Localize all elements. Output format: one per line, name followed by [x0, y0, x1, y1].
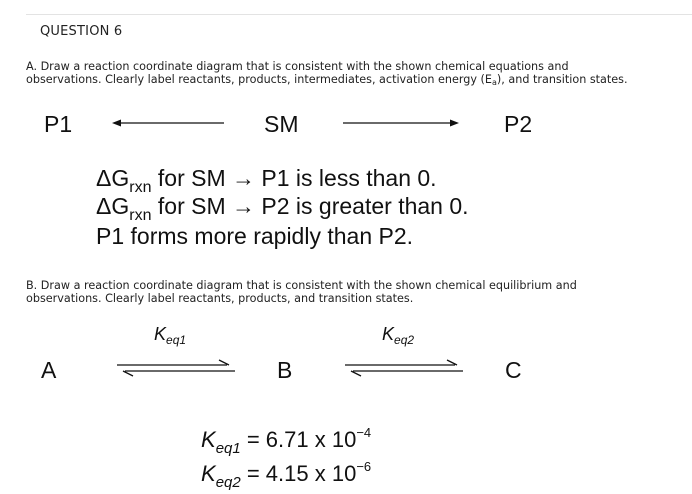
top-divider [26, 14, 692, 15]
equilibrium-arrow-1 [117, 358, 235, 378]
keq1-label: $K_{eq1}$ [154, 324, 187, 347]
keq2-label: $K_{eq2}$ [382, 324, 415, 347]
statement-rate: P1 forms more rapidly than P2. [96, 223, 414, 249]
part-b-line2: observations. Clearly label reactants, products, and transition states. [26, 292, 414, 305]
b-label: B [277, 357, 293, 383]
question-title: QUESTION 6 [40, 24, 123, 39]
c-label: C [505, 357, 522, 383]
keq1-value: $K_{eq1} = 6.71$ x $10^{-4}$ [201, 425, 372, 457]
equilibrium-arrow-2 [345, 358, 463, 378]
statement-dg-p2: $\Delta G_{rxn}$ for SM → P2 is greater than 0. [96, 193, 469, 224]
arrow-to-p2 [343, 116, 459, 130]
part-b-instructions [26, 279, 676, 305]
a-label: A [41, 357, 57, 383]
part-b-line1: B. Draw a reaction coordinate diagram that is consistent with the shown chemical equilibrium and [26, 279, 577, 292]
part-a-instructions [26, 60, 676, 89]
keq2-value: $K_{eq2} = 4.15$ x $10^{-6}$ [201, 459, 372, 491]
p1-label: P1 [44, 111, 73, 137]
part-a-line1: A. Draw a reaction coordinate diagram that is consistent with the shown chemical equations and [26, 60, 569, 73]
p2-label: P2 [504, 111, 533, 137]
statement-dg-p1: $\Delta G_{rxn}$ for SM → P1 is less than 0. [96, 165, 437, 196]
part-a-line2: observations. Clearly label reactants, products, intermediates, activation energy (Ea), and transition states. [26, 73, 628, 87]
sm-label: SM [264, 111, 299, 137]
arrow-to-p1 [112, 116, 226, 130]
